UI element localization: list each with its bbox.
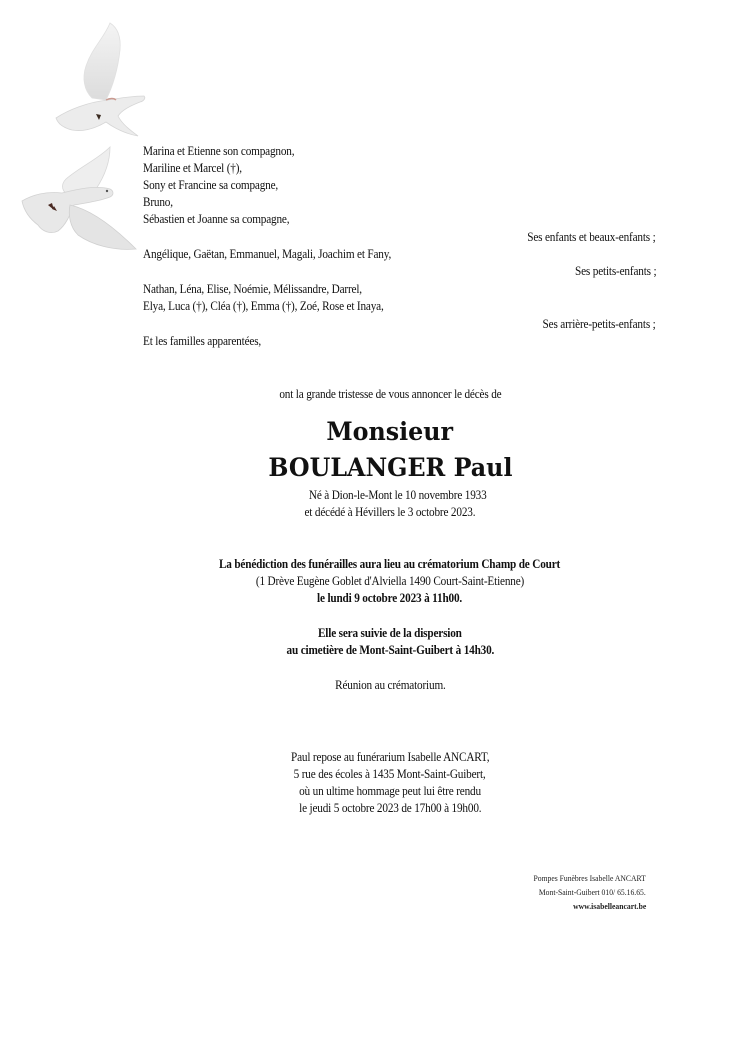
family-line: Marina et Etienne son compagnon,: [143, 144, 295, 158]
deceased-name-text: BOULANGER Paul: [267, 453, 513, 482]
announcement-intro: [0, 386, 744, 403]
family-line: Bruno,: [143, 195, 173, 209]
ceremony-datetime-text: le lundi 9 octobre 2023 à 11h00.: [317, 591, 463, 605]
reunion-line: [0, 677, 744, 694]
death-info: [0, 504, 744, 521]
reunion-line-text: Réunion au crématorium.: [334, 678, 446, 692]
visitation-address: [0, 766, 744, 783]
ceremony-line-text: La bénédiction des funérailles aura lieu au crématorium Champ de Court: [219, 557, 561, 571]
dispersion-line: [0, 625, 744, 642]
family-line: Sony et Francine sa compagne,: [143, 178, 279, 192]
visitation-datetime: [0, 800, 744, 817]
family-line: Elya, Luca (†), Cléa (†), Emma (†), Zoé, Rose et Inaya,: [143, 299, 384, 313]
dispersion-place-text: au cimetière de Mont-Saint-Guibert à 14h30.: [286, 643, 494, 657]
honorific-text: Monsieur: [326, 417, 454, 446]
visitation-tribute-text: où un ultime hommage peut lui être rendu: [299, 784, 481, 798]
visitation-tribute: [0, 783, 744, 800]
family-line: Mariline et Marcel (†),: [143, 161, 242, 175]
visitation-line: [0, 749, 744, 766]
ceremony-datetime: [0, 590, 744, 607]
announcement-intro-text: ont la grande tristesse de vous annoncer le décès de: [278, 387, 502, 401]
birth-info-text: Né à Dion-le-Mont le 10 novembre 1933: [309, 488, 487, 502]
great-grandchildren-label: Ses arrière-petits-enfants ;: [542, 317, 656, 331]
children-label: Ses enfants et beaux-enfants ;: [527, 230, 656, 244]
death-info-text: et décédé à Hévillers le 3 octobre 2023.: [304, 505, 476, 519]
birth-info: [0, 487, 744, 504]
ceremony-line: [0, 556, 744, 573]
family-line: Sébastien et Joanne sa compagne,: [143, 212, 290, 226]
dispersion-place: [0, 642, 744, 659]
ceremony-address-text: (1 Drève Eugène Goblet d'Alviella 1490 Court-Saint-Etienne): [255, 574, 525, 588]
visitation-address-text: 5 rue des écoles à 1435 Mont-Saint-Guibert,: [294, 767, 486, 781]
deceased-name: [0, 452, 744, 484]
family-line: Angélique, Gaëtan, Emmanuel, Magali, Joachim et Fany,: [143, 247, 392, 261]
honorific: [0, 416, 744, 448]
ceremony-address: [0, 573, 744, 590]
visitation-line-text: Paul repose au funérarium Isabelle ANCART,: [290, 750, 490, 764]
dove-icon: [18, 145, 148, 255]
footer-contact: Mont-Saint-Guibert 010/ 65.16.65.: [539, 887, 646, 897]
footer-website[interactable]: www.isabelleancart.be: [572, 901, 646, 911]
footer-company: Pompes Funèbres Isabelle ANCART: [533, 873, 646, 883]
dispersion-line-text: Elle sera suivie de la dispersion: [318, 626, 462, 640]
grandchildren-label: Ses petits-enfants ;: [574, 264, 656, 278]
relatives-line: Et les familles apparentées,: [143, 334, 262, 348]
dove-icon: [48, 18, 158, 138]
visitation-datetime-text: le jeudi 5 octobre 2023 de 17h00 à 19h00.: [298, 801, 482, 815]
family-line: Nathan, Léna, Elise, Noémie, Mélissandre, Darrel,: [143, 282, 362, 296]
